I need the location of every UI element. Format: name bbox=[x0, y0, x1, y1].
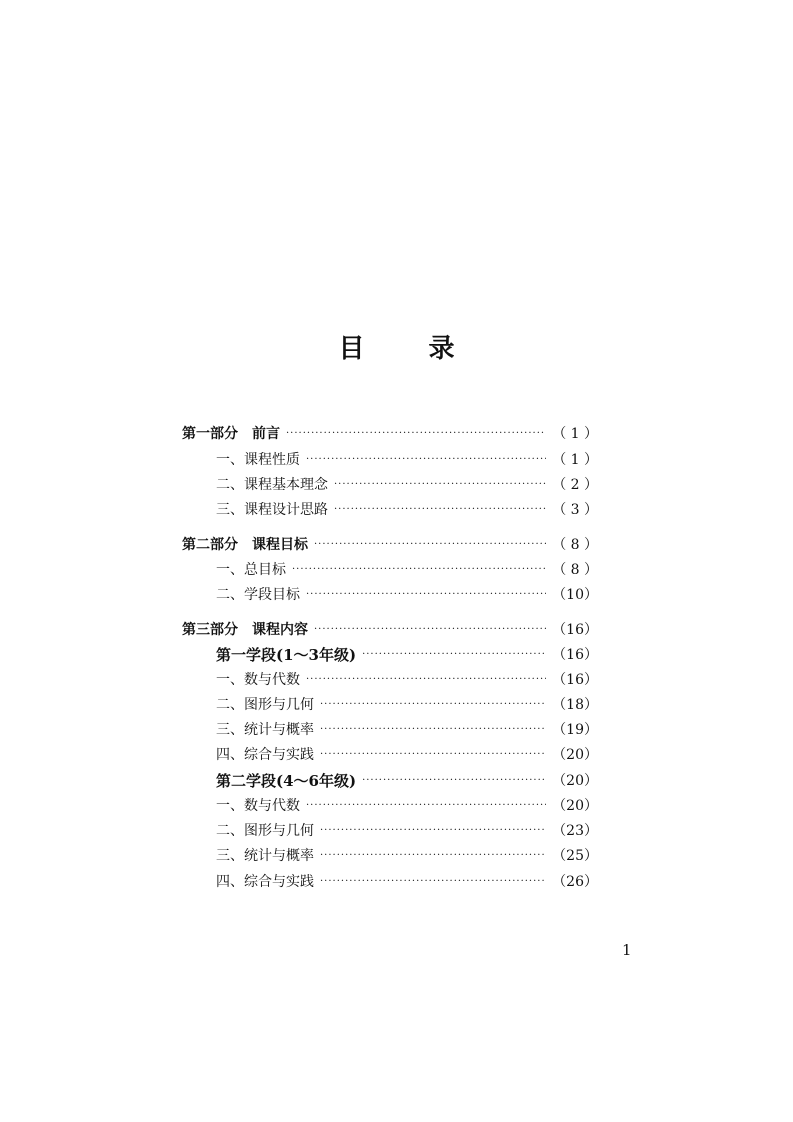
toc-entry-page: （ 1 ） bbox=[552, 452, 598, 468]
toc-entry-label: 第三部分 课程内容 bbox=[182, 622, 308, 638]
toc-entry-label: 二、图形与几何 bbox=[216, 823, 314, 839]
toc-leader-dots bbox=[306, 795, 546, 817]
toc-entry[interactable] bbox=[216, 871, 598, 893]
toc-entry[interactable] bbox=[216, 744, 598, 766]
toc-entry-label: 二、图形与几何 bbox=[216, 697, 314, 713]
toc-leader-dots bbox=[362, 770, 546, 792]
toc-entry-page: （20） bbox=[552, 747, 598, 763]
toc-entry-label: 第二学段(4～6年级) bbox=[216, 772, 357, 790]
toc-entry-page: （10） bbox=[552, 587, 598, 603]
toc-entry-label: 三、课程设计思路 bbox=[216, 502, 328, 518]
toc-leader-dots bbox=[320, 845, 546, 867]
toc-entry[interactable] bbox=[216, 719, 598, 741]
toc-entry-page: （23） bbox=[552, 823, 598, 839]
toc-leader-dots bbox=[320, 694, 546, 716]
toc-entry-page: （16） bbox=[552, 647, 598, 663]
toc-entry[interactable] bbox=[216, 499, 598, 521]
toc-entry-label: 三、统计与概率 bbox=[216, 722, 314, 738]
toc-entry-page: （26） bbox=[552, 874, 598, 890]
toc-entry-page: （16） bbox=[552, 622, 598, 638]
toc-leader-dots bbox=[314, 534, 546, 556]
toc-leader-dots bbox=[292, 559, 546, 581]
toc-entry-page: （ 1 ） bbox=[552, 426, 598, 442]
toc-leader-dots bbox=[314, 619, 546, 641]
toc-entry-stage-2[interactable] bbox=[216, 770, 598, 792]
toc-entry-label: 四、综合与实践 bbox=[216, 747, 314, 763]
toc-entry-part-2[interactable] bbox=[182, 534, 598, 556]
toc-leader-dots bbox=[362, 644, 546, 666]
toc-leader-dots bbox=[320, 820, 546, 842]
toc-entry[interactable] bbox=[216, 474, 598, 496]
toc-leader-dots bbox=[306, 449, 546, 471]
page-number: 1 bbox=[622, 941, 632, 959]
toc-entry-part-3[interactable] bbox=[182, 619, 598, 641]
toc-entry-page: （25） bbox=[552, 848, 598, 864]
toc-entry-page: （ 8 ） bbox=[552, 537, 598, 553]
toc-entry[interactable] bbox=[216, 559, 598, 581]
toc-entry-page: （19） bbox=[552, 722, 598, 738]
toc-entry-page: （16） bbox=[552, 672, 598, 688]
toc-leader-dots bbox=[320, 744, 546, 766]
toc-entry[interactable] bbox=[216, 795, 598, 817]
toc-entry-part-1[interactable] bbox=[182, 423, 598, 445]
toc-entry-label: 二、学段目标 bbox=[216, 587, 300, 603]
title-char-2: 录 bbox=[428, 334, 455, 364]
toc-entry[interactable] bbox=[216, 584, 598, 606]
title-char-1: 目 bbox=[338, 334, 365, 364]
toc-entry-label: 三、统计与概率 bbox=[216, 848, 314, 864]
toc-entry[interactable] bbox=[216, 694, 598, 716]
toc-leader-dots bbox=[334, 474, 546, 496]
toc-entry-page: （ 2 ） bbox=[552, 477, 598, 493]
toc-leader-dots bbox=[334, 499, 546, 521]
toc-entry-label: 四、综合与实践 bbox=[216, 874, 314, 890]
toc-entry-page: （ 8 ） bbox=[552, 562, 598, 578]
toc-entry[interactable] bbox=[216, 845, 598, 867]
toc-entry-label: 第一部分 前言 bbox=[182, 426, 280, 442]
toc-entry[interactable] bbox=[216, 820, 598, 842]
toc-entry-label: 二、课程基本理念 bbox=[216, 477, 328, 493]
toc-entry-stage-1[interactable] bbox=[216, 644, 598, 666]
toc-leader-dots bbox=[306, 669, 546, 691]
toc-entry[interactable] bbox=[216, 669, 598, 691]
toc-leader-dots bbox=[320, 871, 546, 893]
toc-entry-label: 一、数与代数 bbox=[216, 672, 300, 688]
toc-entry-label: 一、课程性质 bbox=[216, 452, 300, 468]
toc-entry-page: （18） bbox=[552, 697, 598, 713]
toc-entry-page: （20） bbox=[552, 773, 598, 789]
toc-entry-label: 一、总目标 bbox=[216, 562, 286, 578]
toc-leader-dots bbox=[286, 423, 546, 445]
toc-entry[interactable] bbox=[216, 449, 598, 471]
toc-entry-label: 第一学段(1～3年级) bbox=[216, 646, 357, 664]
toc-leader-dots bbox=[306, 584, 546, 606]
toc-entry-page: （20） bbox=[552, 798, 598, 814]
toc-entry-label: 第二部分 课程目标 bbox=[182, 537, 308, 553]
toc-entry-page: （ 3 ） bbox=[552, 502, 598, 518]
toc-entry-label: 一、数与代数 bbox=[216, 798, 300, 814]
toc-leader-dots bbox=[320, 719, 546, 741]
